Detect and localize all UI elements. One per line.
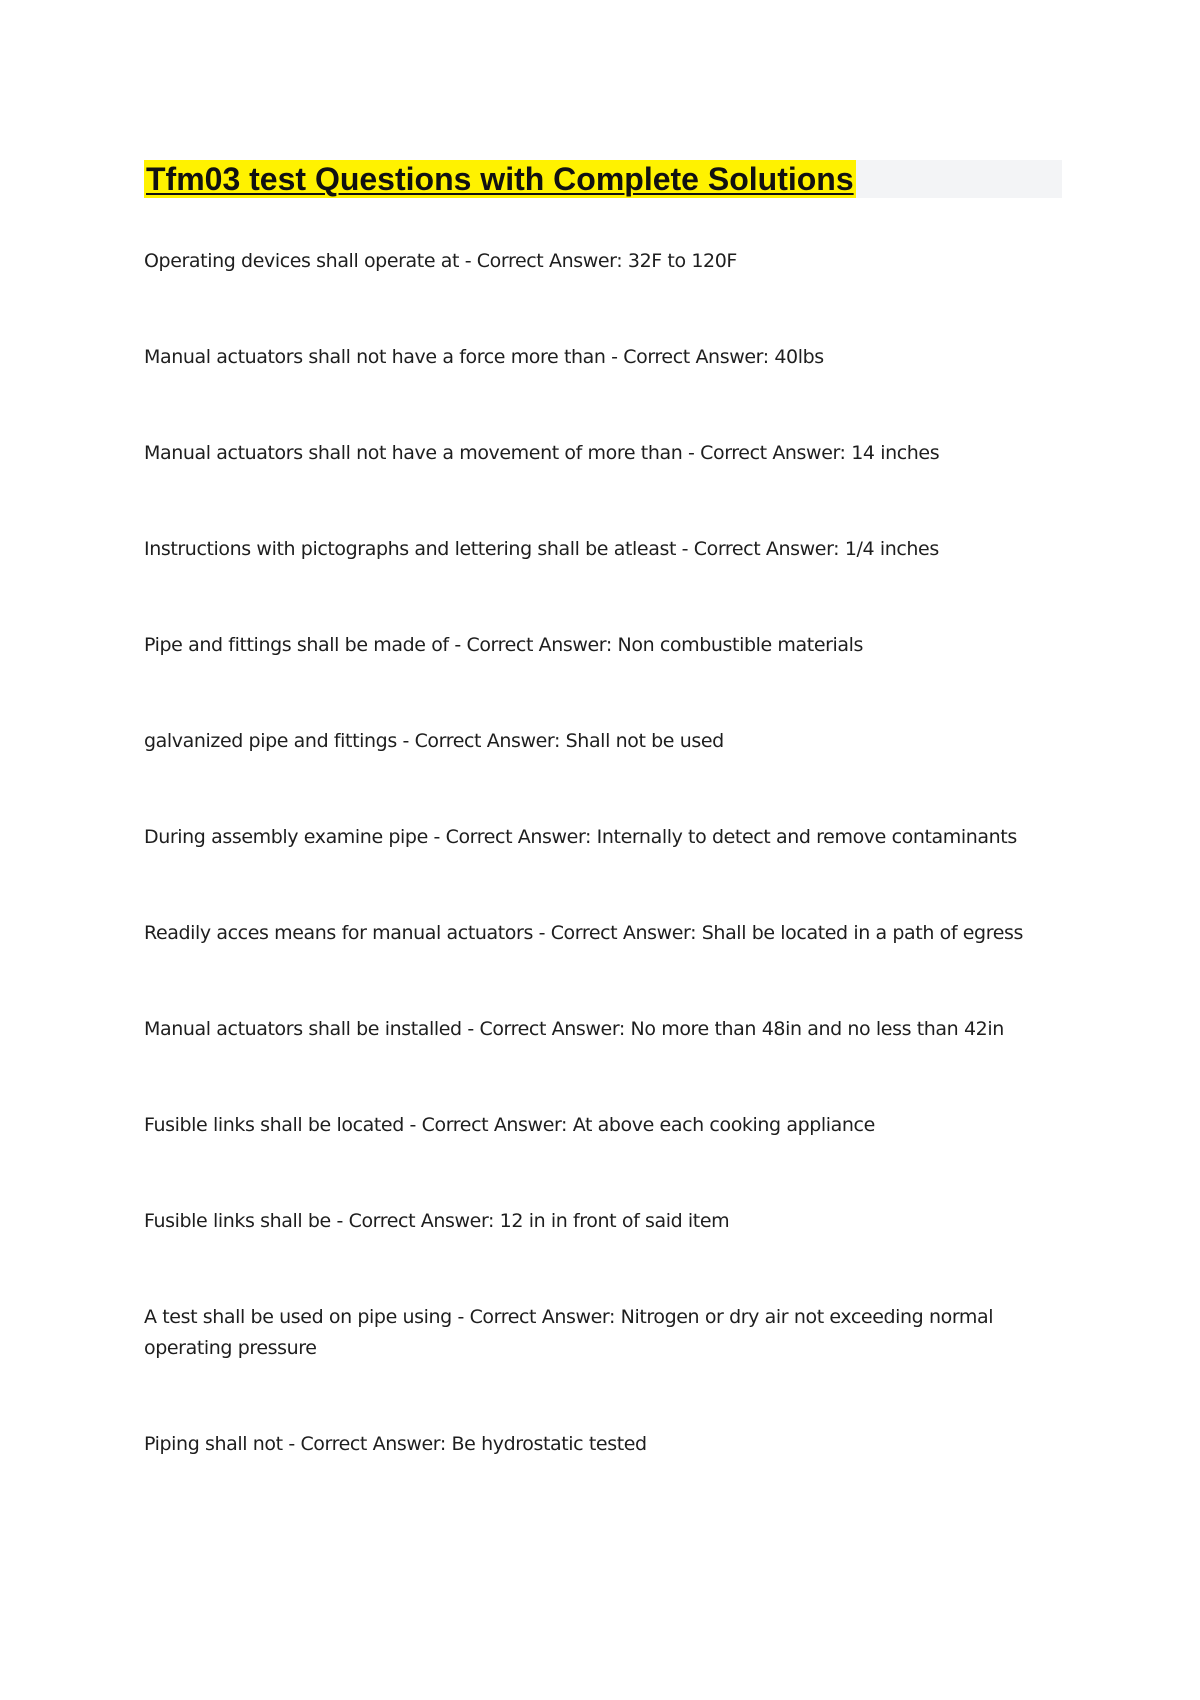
qa-item bbox=[144, 534, 1054, 565]
question-text: Manual actuators shall be installed bbox=[144, 1018, 462, 1040]
document-title: Tfm03 test Questions with Complete Solutions bbox=[146, 161, 854, 197]
qa-item bbox=[144, 918, 1054, 949]
answer-separator: - Correct Answer: bbox=[330, 1210, 500, 1232]
qa-item bbox=[144, 726, 1054, 757]
answer-separator: - Correct Answer: bbox=[459, 250, 628, 272]
qa-item bbox=[144, 342, 1054, 373]
answer-separator: - Correct Answer: bbox=[427, 826, 597, 848]
answer-text: No more than 48in and no less than 42in bbox=[630, 1018, 1004, 1040]
qa-list bbox=[144, 246, 1054, 1525]
answer-text: Shall not be used bbox=[565, 730, 724, 752]
answer-separator: - Correct Answer: bbox=[448, 634, 618, 656]
qa-item bbox=[144, 438, 1054, 469]
question-text: Readily acces means for manual actuators bbox=[144, 922, 533, 944]
question-text: Fusible links shall be bbox=[144, 1210, 331, 1232]
qa-item bbox=[144, 246, 1054, 277]
qa-item bbox=[144, 1302, 1054, 1364]
question-text: Pipe and fittings shall be made of bbox=[144, 634, 449, 656]
qa-item bbox=[144, 1014, 1054, 1045]
question-text: Piping shall not bbox=[144, 1433, 283, 1455]
answer-separator: - Correct Answer: bbox=[396, 730, 566, 752]
answer-separator: - Correct Answer: bbox=[676, 538, 845, 560]
answer-separator: - Correct Answer: bbox=[605, 346, 775, 368]
answer-separator: - Correct Answer: bbox=[682, 442, 852, 464]
question-text: galvanized pipe and fittings bbox=[144, 730, 397, 752]
answer-text: 14 inches bbox=[851, 442, 940, 464]
answer-text: At above each cooking appliance bbox=[572, 1114, 875, 1136]
qa-item bbox=[144, 1110, 1054, 1141]
question-text: Manual actuators shall not have a movement of more than bbox=[144, 442, 683, 464]
question-text: Fusible links shall be located bbox=[144, 1114, 404, 1136]
answer-separator: - Correct Answer: bbox=[532, 922, 702, 944]
answer-text: Nitrogen or dry air not exceeding normal operating pressure bbox=[144, 1306, 994, 1359]
question-text: During assembly examine pipe bbox=[144, 826, 428, 848]
answer-text: 32F to 120F bbox=[627, 250, 737, 272]
answer-text: Shall be located in a path of egress bbox=[701, 922, 1023, 944]
title-row bbox=[144, 160, 1062, 198]
answer-separator: - Correct Answer: bbox=[403, 1114, 573, 1136]
answer-text: 40lbs bbox=[774, 346, 824, 368]
qa-item bbox=[144, 1429, 1054, 1460]
qa-item bbox=[144, 822, 1054, 853]
answer-separator: - Correct Answer: bbox=[461, 1018, 631, 1040]
question-text: Manual actuators shall not have a force more than bbox=[144, 346, 606, 368]
answer-text: Non combustible materials bbox=[617, 634, 864, 656]
answer-text: Be hydrostatic tested bbox=[451, 1433, 647, 1455]
answer-separator: - Correct Answer: bbox=[451, 1306, 621, 1328]
answer-separator: - Correct Answer: bbox=[282, 1433, 452, 1455]
question-text: Operating devices shall operate at bbox=[144, 250, 460, 272]
qa-item bbox=[144, 630, 1054, 661]
question-text: Instructions with pictographs and lettering shall be atleast bbox=[144, 538, 676, 560]
answer-text: Internally to detect and remove contaminants bbox=[596, 826, 1017, 848]
answer-text: 1/4 inches bbox=[844, 538, 939, 560]
question-text: A test shall be used on pipe using bbox=[144, 1306, 452, 1328]
answer-text: 12 in in front of said item bbox=[499, 1210, 730, 1232]
qa-item bbox=[144, 1206, 1054, 1237]
